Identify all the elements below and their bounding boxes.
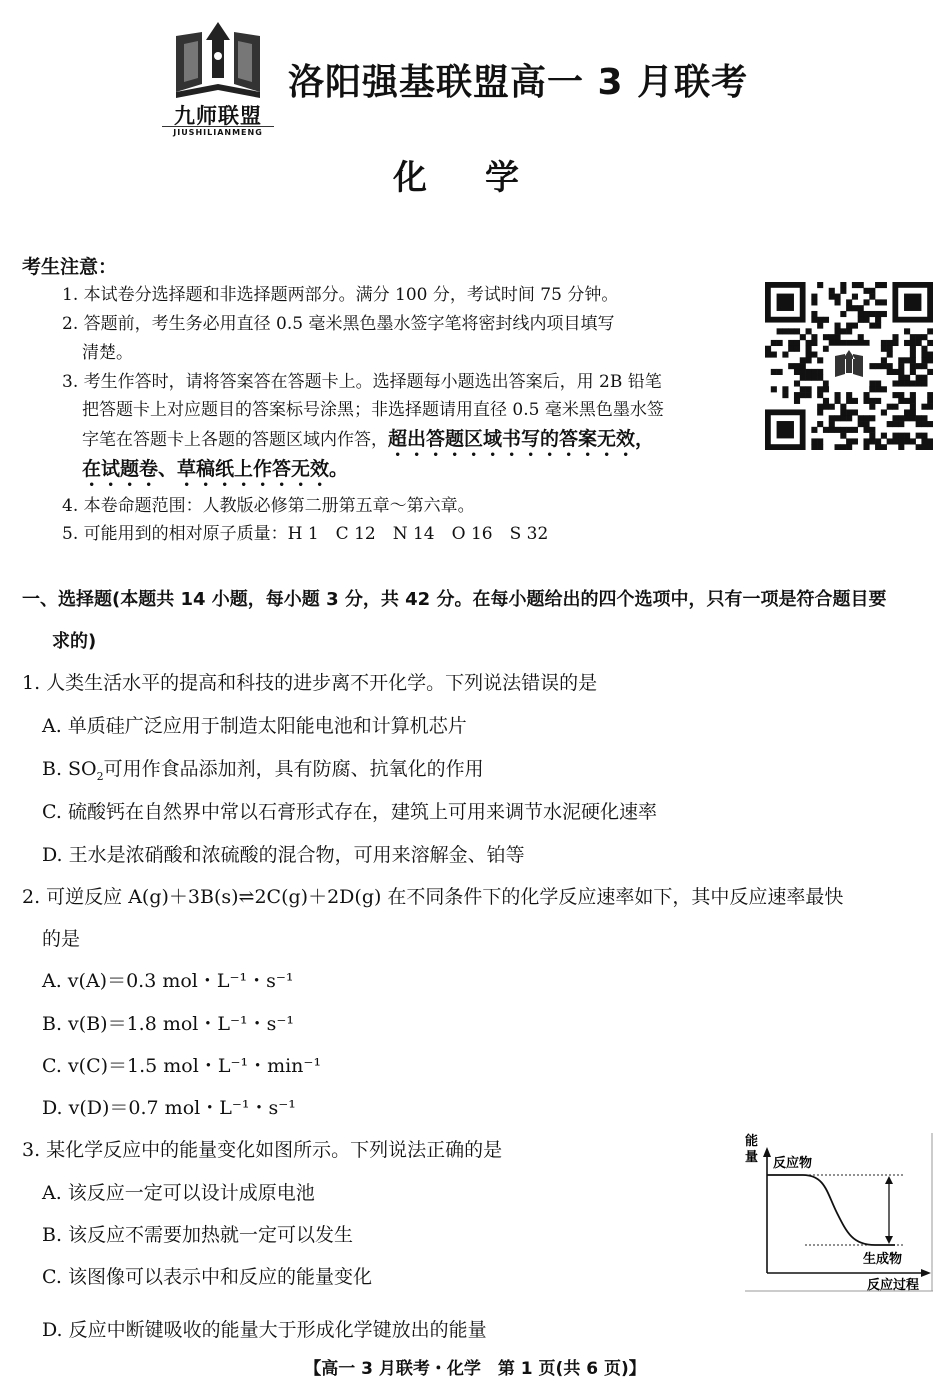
notice-item-4: 4. 本卷命题范围：人教版必修第二册第五章～第六章。 [62, 496, 475, 516]
reactant-label: 反应物 [773, 1156, 813, 1171]
energy-diagram-svg [745, 1133, 933, 1293]
q2-option-c: C. v(C)＝1.5 mol・L⁻¹・min⁻¹ [42, 1055, 322, 1077]
energy-diagram [745, 1133, 933, 1293]
notice-item-2: 2. 答题前，考生务必用直径 0.5 毫米黑色墨水签字笔将密封线内项目填写 [62, 314, 615, 334]
q1-option-c: C. 硫酸钙在自然界中常以石膏形式存在，建筑上可用来调节水泥硬化速率 [42, 801, 657, 823]
q1-option-d: D. 王水是浓硝酸和浓硫酸的混合物，可用来溶解金、铂等 [42, 844, 525, 866]
notice-item-3: 3. 考生作答时，请将答案答在答题卡上。选择题每小题选出答案后，用 2B 铅笔 [62, 372, 662, 392]
notice-emphasis-2: 在试题卷、草稿纸上作答无效。 [82, 458, 349, 480]
section-heading-cont: 求的) [52, 631, 97, 652]
notice-item-1: 1. 本试卷分选择题和非选择题两部分。满分 100 分，考试时间 75 分钟。 [62, 285, 619, 305]
q1-option-b-prefix: B. SO [42, 758, 97, 780]
energy-curve [767, 1175, 895, 1245]
q3-option-a: A. 该反应一定可以设计成原电池 [42, 1182, 315, 1204]
notice-item-5: 5. 可能用到的相对原子质量：H 1 C 12 N 14 O 16 S 32 [62, 524, 549, 544]
q3-stem: 3. 某化学反应中的能量变化如图所示。下列说法正确的是 [22, 1139, 503, 1161]
jiushi-logo [162, 18, 274, 140]
exam-title: 洛阳强基联盟高一 3 月联考 [288, 62, 749, 103]
logo-pinyin: JIUSHILIANMENG [162, 126, 274, 137]
q2-stem [22, 882, 843, 909]
q2-option-b: B. v(B)＝1.8 mol・L⁻¹・s⁻¹ [42, 1013, 295, 1035]
q1-option-b-subscript: 2 [96, 769, 104, 783]
q3-option-d: D. 反应中断键吸收的能量大于形成化学键放出的能量 [42, 1319, 487, 1341]
q1-option-b-text: 可用作食品添加剂，具有防腐、抗氧化的作用 [103, 758, 484, 780]
q2-option-d: D. v(D)＝0.7 mol・L⁻¹・s⁻¹ [42, 1097, 296, 1119]
q1-option-b [42, 754, 484, 783]
q2-stem-prefix: 2. 可逆反应 A(g)＋3B(s) [22, 886, 239, 908]
qr-code-icon [765, 282, 933, 450]
section-heading: 一、选择题(本题共 14 小题，每小题 3 分，共 42 分。在每小题给出的四个选项中，只有一项是符合题目要 [22, 589, 887, 610]
q1-stem: 1. 人类生活水平的提高和科技的进步离不开化学。下列说法错误的是 [22, 672, 598, 694]
y-axis-label-1: 能 [745, 1134, 759, 1149]
q2-stem-text: 2C(g)＋2D(g) 在不同条件下的化学反应速率如下，其中反应速率最快 [254, 886, 844, 908]
subject-title: 化学 [393, 158, 577, 198]
product-label: 生成物 [863, 1252, 903, 1267]
q2-stem-cont: 的是 [42, 928, 81, 950]
page-footer: 【高一 3 月联考・化学 第 1 页(共 6 页)】 [304, 1359, 646, 1379]
pen-book-icon [162, 18, 274, 100]
y-axis-arrow-icon [763, 1147, 771, 1157]
notice-heading: 考生注意： [22, 256, 118, 278]
q2-option-a: A. v(A)＝0.3 mol・L⁻¹・s⁻¹ [42, 970, 294, 992]
q3-option-b: B. 该反应不需要加热就一定可以发生 [42, 1224, 354, 1246]
equilibrium-arrow-icon: ⇌ [238, 886, 255, 908]
y-axis-label-2: 量 [745, 1150, 759, 1165]
notice-emphasis-1: 超出答题区域书写的答案无效， [388, 428, 655, 450]
arrow-up-icon [885, 1176, 893, 1184]
notice-item-3-cont: 把答题卡上对应题目的答案标号涂黑；非选择题请用直径 0.5 毫米黑色墨水签 [82, 400, 664, 420]
notice-item-2-cont: 清楚。 [82, 343, 133, 363]
notice-item-3-text: 字笔在答题卡上各题的答题区域内作答， [82, 430, 388, 450]
q3-option-c: C. 该图像可以表示中和反应的能量变化 [42, 1266, 372, 1288]
notice-item-3-cont2 [82, 428, 654, 461]
logo-name: 九师联盟 [174, 104, 262, 128]
x-axis-arrow-icon [921, 1269, 931, 1277]
q1-option-a: A. 单质硅广泛应用于制造太阳能电池和计算机芯片 [42, 715, 467, 737]
x-axis-label: 反应过程 [867, 1278, 920, 1293]
qr-code[interactable] [765, 282, 933, 450]
arrow-down-icon [885, 1236, 893, 1244]
